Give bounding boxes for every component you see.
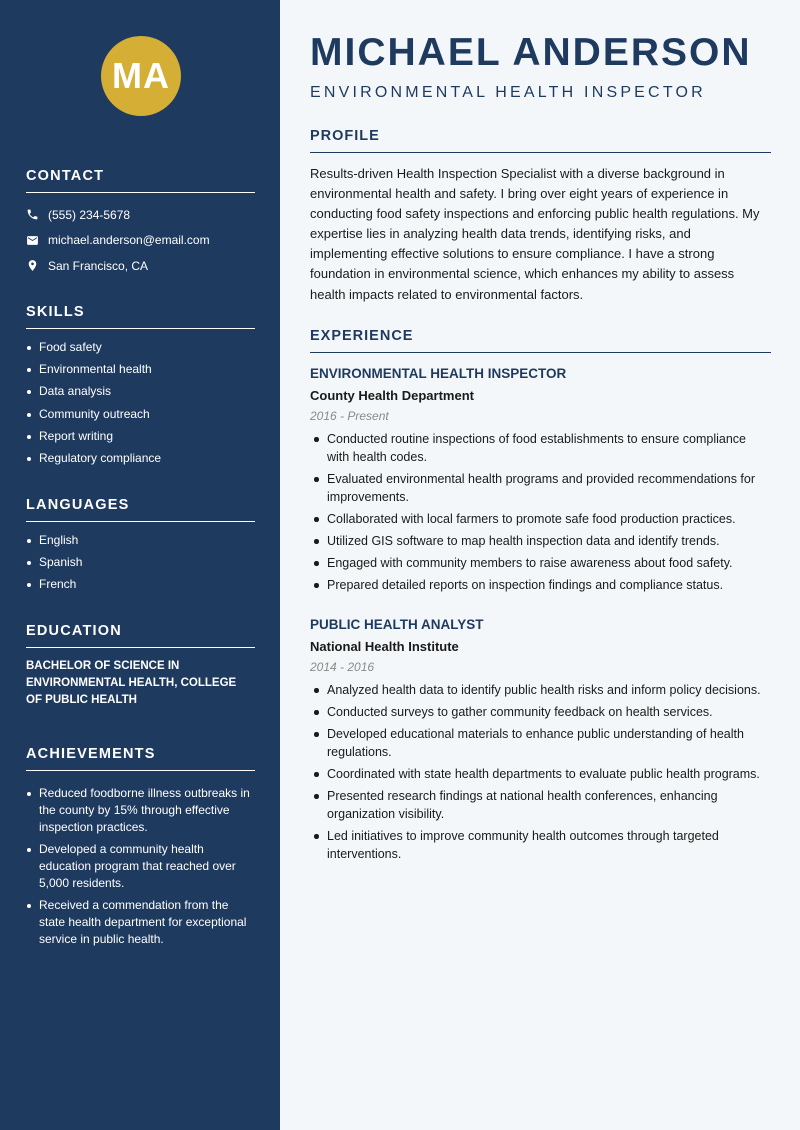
skills-section: [26, 304, 255, 467]
contact-location: [26, 253, 255, 279]
job-bullet: Coordinated with state health departments to evaluate public health programs.: [310, 765, 771, 783]
skill-item: Food safety: [26, 339, 255, 356]
language-item: Spanish: [26, 554, 255, 571]
phone-icon: [26, 208, 39, 221]
language-item: French: [26, 576, 255, 593]
job-entry: [310, 366, 771, 598]
job-bullet: Analyzed health data to identify public health risks and inform policy decisions.: [310, 681, 771, 699]
education-section: [26, 623, 255, 709]
skill-item: Regulatory compliance: [26, 450, 255, 467]
education-heading: EDUCATION: [26, 623, 255, 648]
languages-list: [26, 532, 255, 593]
job-bullet: Conducted surveys to gather community feedback on health services.: [310, 703, 771, 721]
location-text: San Francisco, CA: [48, 258, 149, 273]
achievements-heading: ACHIEVEMENTS: [26, 746, 255, 771]
profile-heading: PROFILE: [310, 128, 771, 153]
achievements-section: [26, 746, 255, 948]
experience-heading: EXPERIENCE: [310, 328, 771, 353]
contact-phone[interactable]: [26, 202, 255, 228]
candidate-name: MICHAEL ANDERSON: [310, 31, 752, 74]
job-bullet: Engaged with community members to raise awareness about food safety.: [310, 554, 771, 572]
job-bullet: Conducted routine inspections of food establishments to ensure compliance with health codes.: [310, 430, 771, 466]
sidebar: [0, 0, 280, 1130]
phone-text: (555) 234-5678: [48, 207, 131, 222]
achievement-item: Reduced foodborne illness outbreaks in the county by 15% through effective inspection practices.: [26, 785, 255, 836]
achievement-item: Received a commendation from the state health department for exceptional service in public health.: [26, 897, 255, 948]
job-bullet: Presented research findings at national health conferences, enhancing organization visibility.: [310, 787, 771, 823]
language-item: English: [26, 532, 255, 549]
job-dates: 2016 - Present: [310, 409, 389, 423]
job-bullet: Developed educational materials to enhance public understanding of health regulations.: [310, 725, 771, 761]
languages-heading: LANGUAGES: [26, 497, 255, 522]
avatar: MA: [101, 36, 181, 116]
languages-section: [26, 497, 255, 593]
contact-heading: CONTACT: [26, 168, 255, 193]
job-role: ENVIRONMENTAL HEALTH INSPECTOR: [310, 366, 567, 381]
job-entry: [310, 617, 771, 867]
contact-section: [26, 168, 255, 279]
achievements-list: [26, 785, 255, 948]
skill-item: Environmental health: [26, 361, 255, 378]
job-bullet: Collaborated with local farmers to promote safe food production practices.: [310, 510, 771, 528]
job-bullet: Utilized GIS software to map health inspection data and identify trends.: [310, 532, 771, 550]
job-bullets: [310, 681, 771, 863]
job-bullet: Led initiatives to improve community health outcomes through targeted interventions.: [310, 827, 771, 863]
job-company: County Health Department: [310, 388, 474, 403]
job-company: National Health Institute: [310, 639, 459, 654]
contact-email[interactable]: [26, 228, 255, 254]
job-bullet: Prepared detailed reports on inspection findings and compliance status.: [310, 576, 771, 594]
skill-item: Report writing: [26, 428, 255, 445]
job-dates: 2014 - 2016: [310, 660, 375, 674]
candidate-title: ENVIRONMENTAL HEALTH INSPECTOR: [310, 84, 706, 101]
achievement-item: Developed a community health education program that reached over 5,000 residents.: [26, 841, 255, 892]
email-icon: [26, 234, 39, 247]
skills-heading: SKILLS: [26, 304, 255, 329]
location-pin-icon: [26, 259, 39, 272]
skills-list: [26, 339, 255, 467]
education-degree: BACHELOR OF SCIENCE IN ENVIRONMENTAL HEALTH, COLLEGE OF PUBLIC HEALTH: [26, 660, 237, 706]
skill-item: Data analysis: [26, 383, 255, 400]
profile-text: Results-driven Health Inspection Specialist with a diverse background in environmental health and safety. I bring over eight years of experience in conducting food safety inspections and enforcing public health regulations. My expertise lies in analyzing health data trends, identifying risks, and implementing effective solutions to ensure compliance. I have a strong foundation in environmental science, which enhances my ability to assess health impacts related to environmental factors.: [310, 166, 760, 302]
email-text: michael.anderson@email.com: [48, 233, 210, 248]
job-bullet: Evaluated environmental health programs and provided recommendations for improvements.: [310, 470, 771, 506]
job-bullets: [310, 430, 771, 594]
skill-item: Community outreach: [26, 406, 255, 423]
job-role: PUBLIC HEALTH ANALYST: [310, 617, 484, 632]
